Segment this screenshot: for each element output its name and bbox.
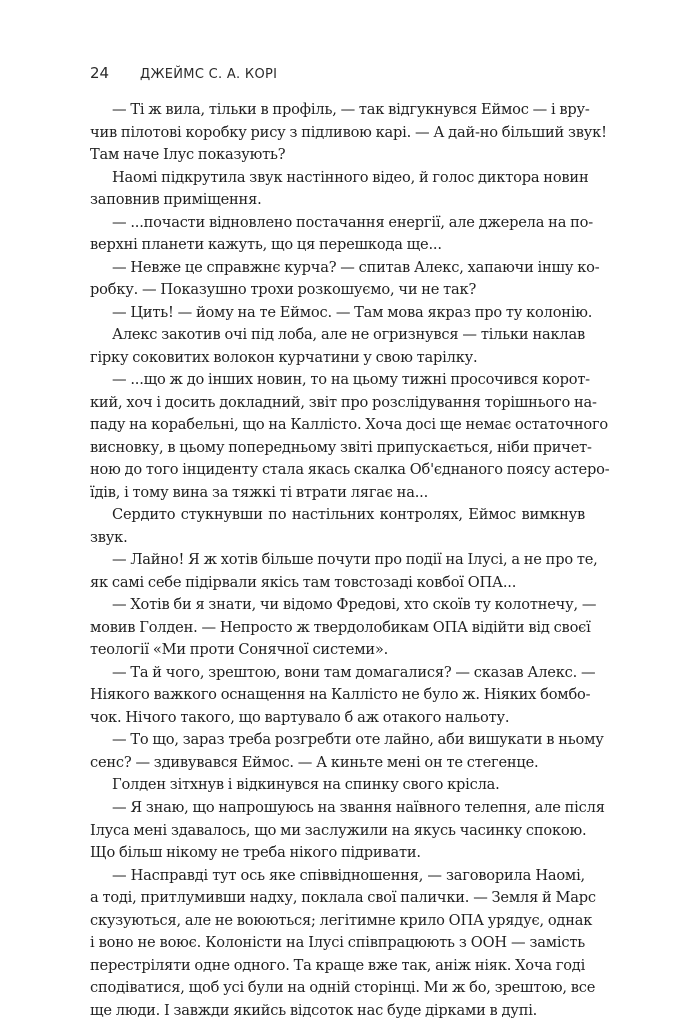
body-text	[90, 99, 610, 1022]
text-line: — Невже це справжнє курча? — спитав Алекс, хапаючи іншу ко-	[112, 258, 600, 276]
text-line: Голден зітхнув і відкинувся на спинку свого крісла.	[112, 776, 500, 794]
text-line: — Лайно! Я ж хотів більше почути про події на Ілусі, а не про те,	[112, 551, 598, 569]
text-line: висновку, в цьому попередньому звіті припускається, ніби причет-	[90, 438, 592, 456]
page-number: 24	[90, 64, 110, 82]
text-line: — ...почасти відновлено постачання енергії, але джерела на по-	[112, 213, 593, 231]
running-title: ДЖЕЙМС С. А. КОРІ	[140, 67, 278, 82]
running-head	[90, 64, 277, 86]
text-line: чок. Нічого такого, що вартувало б аж отакого нальоту.	[90, 708, 510, 726]
text-line: а тоді, притлумивши надху, поклала свої палички. — Земля й Марс	[90, 889, 596, 907]
text-line: Наомі підкрутила звук настінного відео, й голос диктора новин	[112, 168, 589, 186]
text-line: — Цить! — йому на те Еймос. — Там мова якраз про ту колонію.	[112, 303, 593, 321]
text-line: звук.	[90, 528, 128, 546]
text-line: теології «Ми проти Сонячної системи».	[90, 641, 389, 659]
text-line: паду на корабельні, що на Каллісто. Хоча досі ще немає остаточного	[90, 416, 609, 434]
text-line: перестріляти одне одного. Та краще вже так, аніж ніяк. Хоча годі	[90, 956, 586, 974]
text-line: ною до того інциденту стала якась скалка Об'єднаного поясу астеро-	[90, 461, 610, 479]
text-line: їдів, і тому вина за тяжкі ті втрати лягає на...	[90, 483, 429, 501]
text-line: чив пілотові коробку рису з підливою карі. — А дай-но більший звук!	[90, 123, 607, 141]
text-line: сенс? — здивувався Еймос. — А киньте мені он те стегенце.	[90, 753, 539, 771]
text-line: — То що, зараз треба розгребти оте лайно, аби вишукати в ньому	[112, 731, 604, 749]
text-line: верхні планети кажуть, що ця перешкода ще...	[90, 236, 442, 254]
text-line: сподіватися, щоб усі були на одній сторінці. Ми ж бо, зрештою, все	[90, 979, 596, 997]
text-line: Ілуса мені здавалось, що ми заслужили на якусь часинку спокою.	[90, 821, 587, 839]
text-line: мовив Голден. — Непросто ж твердолобикам ОПА відійти від своєї	[90, 618, 591, 636]
text-line: заповнив приміщення.	[90, 191, 262, 209]
text-line: і воно не воює. Колоністи на Ілусі співпрацюють з ООН — замість	[90, 934, 585, 952]
text-line: Там наче Ілус показують?	[90, 146, 286, 164]
text-line: скузуються, але не воюються; легітимне крило ОПА урядує, однак	[90, 911, 593, 929]
text-line: — Та й чого, зрештою, вони там домагалися? — сказав Алекс. —	[112, 663, 596, 681]
text-line: — Хотів би я знати, чи відомо Фредові, хто скоїв ту колотнечу, —	[112, 596, 597, 614]
text-line: ще люди. І завжди якийсь відсоток нас буде дірками в дупі.	[90, 1001, 538, 1019]
text-line: гірку соковитих волокон курчатини у свою тарілку.	[90, 348, 478, 366]
text-line: — Я знаю, що напрошуюсь на звання наївного телепня, але після	[112, 798, 605, 816]
text-line: — ...що ж до інших новин, то на цьому тижні просочився корот-	[112, 371, 590, 389]
text-line: Ніякого важкого оснащення на Каллісто не було ж. Ніяких бомбо-	[90, 686, 591, 704]
text-line: — Насправді тут ось яке співвідношення, — заговорила Наомі,	[112, 866, 585, 884]
text-line: Алекс закотив очі під лоба, але не огризнувся — тільки наклав	[112, 326, 585, 344]
text-line: робку. — Показушно трохи розкошуємо, чи не так?	[90, 281, 477, 299]
text-line: як самі себе підірвали якісь там товстозаді ковбої ОПА...	[90, 573, 517, 591]
text-line: Що більш нікому не треба нікого підривати.	[90, 844, 421, 862]
text-line: — Ті ж вила, тільки в профіль, — так відгукнувся Еймос — і вру-	[112, 101, 590, 118]
text-line: кий, хоч і досить докладний, звіт про розслідування торішнього на-	[90, 393, 597, 411]
text-line: Сердито стукнувши по настільних контролях, Еймос вимкнув	[112, 506, 585, 524]
